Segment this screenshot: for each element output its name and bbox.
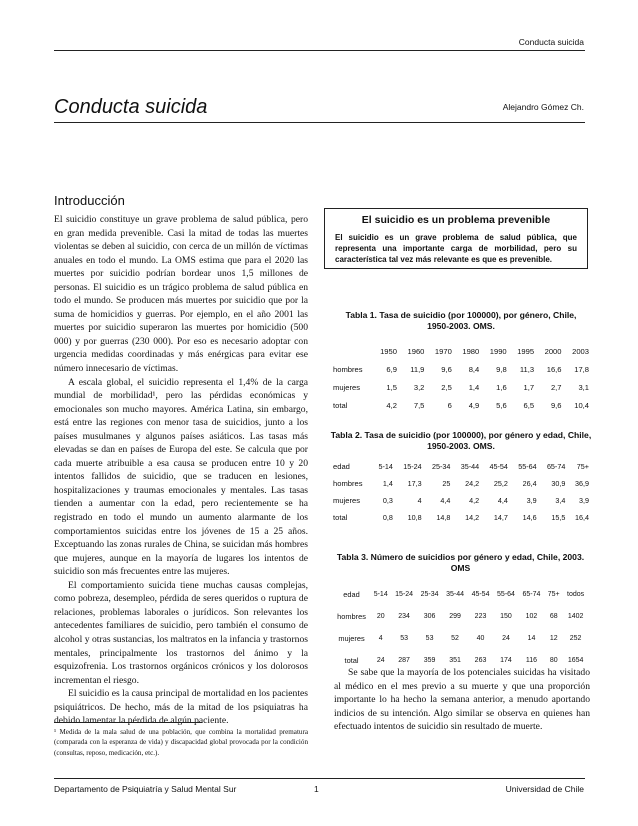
table-cell: 4,2: [469, 496, 480, 505]
table-cell: 10,4: [574, 400, 589, 410]
table-cell: 252: [569, 634, 582, 642]
table-header-cell: 65-74: [546, 462, 566, 471]
table-cell: 359: [423, 656, 436, 664]
table-cell: 68: [549, 612, 558, 620]
table-header-cell: 1950: [380, 346, 397, 356]
table-header-cell: 75+: [576, 462, 589, 471]
table-cell: 53: [425, 634, 434, 642]
table-cell: 16,4: [575, 513, 589, 522]
table-cell: 5,6: [496, 400, 507, 410]
table-cell: 4: [378, 634, 383, 642]
table-cell: 24: [502, 634, 510, 642]
table-header-cell: 1980: [462, 346, 480, 356]
table2-caption: [330, 430, 592, 452]
table-cell: 1,6: [496, 382, 507, 392]
table-cell: 24,2: [465, 479, 480, 488]
table-row: [330, 396, 592, 414]
table-cell: 17,3: [407, 479, 422, 488]
table-cell: 2,7: [550, 382, 562, 392]
table-cell: 6: [447, 400, 452, 410]
table-header-cell: 5-14: [373, 590, 388, 598]
table1-caption-label: Tabla 1.: [345, 310, 377, 320]
table-cell: 53: [400, 634, 408, 642]
table-cell: 3,9: [579, 496, 589, 505]
table-cell: 1,4: [382, 479, 393, 488]
table-row: [330, 475, 592, 492]
table-cell: 3,2: [413, 382, 425, 392]
footer-rule: [54, 778, 585, 779]
table-row: [330, 360, 592, 378]
table-cell: 11,3: [519, 364, 535, 374]
table2-caption-text: Tasa de suicidio (por 100000), por género y edad, Chile, 1950-2003. OMS.: [364, 430, 592, 451]
table-cell: 174: [500, 656, 512, 664]
callout-box: [324, 208, 588, 269]
footer-university: Universidad de Chile: [505, 784, 584, 794]
table-cell: total: [333, 513, 348, 522]
table-cell: 25: [442, 479, 451, 488]
author: Alejandro Gómez Ch.: [502, 102, 584, 112]
table-header-cell: 25-34: [432, 462, 451, 471]
table-header-cell: todos: [567, 590, 585, 598]
table-cell: 14,2: [465, 513, 480, 522]
table-cell: 52: [451, 634, 459, 642]
table-cell: 14,7: [493, 513, 508, 522]
table-cell: 9,8: [496, 364, 507, 374]
table-cell: 3,1: [578, 382, 589, 392]
table-cell: 10,8: [407, 513, 422, 522]
table-cell: 234: [398, 612, 410, 620]
table-cell: 25,2: [493, 479, 508, 488]
table-cell: 80: [549, 656, 558, 664]
table-cell: 1,5: [386, 382, 397, 392]
table-header-cell: edad: [343, 589, 360, 599]
table-cell: 150: [500, 612, 512, 620]
table-row: [330, 378, 592, 396]
table-cell: hombres: [333, 479, 363, 488]
table-cell: 15,5: [551, 513, 566, 522]
table-header-cell: 55-64: [497, 590, 515, 598]
table-header-cell: 15-24: [403, 462, 422, 471]
table-cell: 9,6: [441, 364, 452, 374]
table-cell: 306: [423, 612, 436, 620]
table-header-cell: 45-54: [471, 590, 490, 598]
table-header-cell: 5-14: [378, 462, 393, 471]
table-cell: mujeres: [333, 496, 361, 505]
table-cell: 11,9: [410, 364, 425, 374]
table2-caption-label: Tabla 2.: [330, 430, 363, 440]
table-cell: 287: [398, 656, 410, 664]
table-header-row: [330, 458, 592, 475]
table-cell: 6,5: [523, 400, 535, 410]
table-cell: 263: [474, 656, 487, 664]
table-header-cell: 35-44: [446, 590, 464, 598]
table-row: [330, 492, 592, 509]
table-row: [333, 605, 588, 627]
table-cell: 4: [417, 496, 422, 505]
table-cell: 116: [525, 656, 538, 664]
table-header-row: [330, 342, 592, 360]
table-cell: 2,5: [441, 382, 452, 392]
table-cell: mujeres: [333, 382, 361, 392]
table-cell: 14: [527, 634, 536, 642]
table-cell: 6,9: [386, 364, 397, 374]
table-cell: 8,4: [468, 364, 480, 374]
table-cell: 1,7: [523, 382, 535, 392]
table1-caption: [336, 310, 586, 332]
table-cell: 1654: [567, 656, 584, 664]
table-row: [333, 627, 588, 649]
paragraph-2: A escala global, el suicidio representa el 1,4% de la carga mundial de morbilidad¹, pero las pérdidas económicas y emocionales son mucho mayores. América Latina, sin embargo, está entre las regiones con menor tasa de suicidios, junto a los países musulmanes y algunos países asiáticos. Las tasas más elevadas se dan en países de Europa del este. Se calcula que por cada muerte atribuible a esa causa se producen entre 10 y 20 intentos fallidos de suicidio, que se traducen en lesiones, hospitalizaciones y traumas emocionales y mentales. Las tasas tienden a aumentar con la edad, pero recientemente se ha registrado en todo el mundo un aumento alarmante de los comportamientos suicidas entre los jóvenes de 15 a 25 años. Exceptuando las zonas rurales de China, se suicidan más hombres que mujeres, aunque en la mayoría de lugares los intentos de suicidio son más frecuentes entre las mujeres.: [54, 376, 308, 578]
table-header-cell: 2003: [572, 346, 589, 356]
table-header-cell: 1995: [517, 346, 535, 356]
table3-caption: [333, 552, 588, 574]
right-paragraph: Se sabe que la mayoría de los potenciales suicidas ha visitado al médico en el mes previo a su muerte y que una proporción importante lo ha hecho la semana anterior, a menudo aportando indicios de su intención. Algo similar se observa en quienes han efectuado intentos de suicidio sin resultado de muerte.: [334, 667, 590, 733]
table-cell: 3,9: [526, 496, 537, 505]
table-cell: 4,4: [440, 496, 451, 505]
table-cell: 299: [449, 612, 461, 620]
table-cell: 14,6: [522, 513, 537, 522]
table-cell: 30,9: [551, 479, 566, 488]
table-cell: 351: [449, 656, 461, 664]
table-cell: 12: [549, 634, 558, 642]
paragraph-3: El comportamiento suicida tiene muchas causas complejas, como pobreza, desempleo, pérdida de seres queridos o ruptura de relaciones, problemas laborales o jurídicos. Son relevantes los antecedentes familiares de suicidio, pero también el consumo de alcohol y otras sustancias, los maltratos en la infancia y trastornos mentales, principalmente los trastornos del ánimo y la esquizofrenia. Los trastornos orgánicos crónicos y los dolorosos incrementan el riesgo.: [54, 579, 308, 686]
table-header-cell: 1990: [489, 346, 507, 356]
table3-caption-text: Número de suicidios por género y edad, Chile, 2003. OMS: [370, 552, 585, 573]
table-header-cell: [330, 342, 373, 360]
document-title: Conducta suicida: [54, 96, 208, 118]
table-cell: 36,9: [575, 479, 589, 488]
table-header-cell: 65-74: [522, 590, 541, 598]
section-heading: Introducción: [54, 193, 125, 208]
table-header-cell: 45-54: [489, 462, 508, 471]
table-header-cell: 1970: [434, 346, 452, 356]
table-header-cell: 55-64: [518, 462, 537, 471]
left-column: [54, 213, 308, 728]
table1-caption-text: Tasa de suicidio (por 100000), por género, Chile, 1950-2003. OMS.: [379, 310, 577, 331]
table-cell: 4,4: [497, 496, 508, 505]
table-header-cell: 35-44: [460, 462, 480, 471]
table-cell: hombres: [333, 364, 363, 374]
table-cell: 16,6: [546, 364, 562, 374]
running-header: Conducta suicida: [518, 37, 584, 47]
callout-title: El suicidio es un problema prevenible: [361, 214, 551, 226]
paragraph-4: El suicidio es la causa principal de mortalidad en los pacientes psiquiátricos. De hecho, más de la mitad de los psiquiatras ha debido lamentar la pérdida de algún paciente.: [54, 688, 308, 727]
table3-caption-label: Tabla 3.: [336, 552, 369, 562]
paragraph-1: El suicidio constituye un grave problema de salud pública, pero en gran medida prevenible. Casi la mitad de todas las muertes violentas se deben al suicidio, con cerca de un millón de víctimas anuales en todo el mundo. La OMS estima que para el 2020 las muertes por suicidio podrían bordear unos 1,5 millones de personas. El suicidio es un trágico problema de salud pública en todo el mundo. Se producen más muertes por suicidio que por la suma de homicidios y guerras. Por ejemplo, en el año 2001 las muertes por suicidio superaron las muertes por homicidio (500 000) y por guerras (230 000). Por eso es necesario adoptar con urgencia medidas coordinadas y más enérgicas para evitar ese número innecesario de víctimas.: [54, 214, 308, 375]
header-rule: [54, 50, 585, 51]
table-cell: 223: [474, 612, 487, 620]
table-cell: 24: [376, 656, 385, 664]
table-header-cell: 15-24: [395, 590, 414, 598]
table-cell: mujeres: [338, 633, 365, 643]
table-cell: 0,3: [382, 496, 393, 505]
table3: [333, 583, 588, 671]
table-cell: hombres: [337, 611, 366, 621]
table-cell: 0,8: [382, 513, 393, 522]
table-cell: 4,2: [386, 400, 397, 410]
footnote-rule: [54, 722, 202, 723]
table-cell: 40: [476, 634, 485, 642]
table-cell: 102: [525, 612, 538, 620]
footnote: ¹ Medida de la mala salud de una población, que combina la mortalidad prematura (comparada con la esperanza de vida) y discapacidad global provocada por la condición (consultas, reposo, medicación, etc.).: [54, 728, 308, 757]
table-cell: 4,9: [468, 400, 480, 410]
table-header-cell: 2000: [544, 346, 562, 356]
table-cell: total: [333, 400, 348, 410]
table-header-row: [333, 583, 588, 605]
table-cell: 26,4: [522, 479, 537, 488]
title-rule: [54, 122, 585, 123]
table-cell: 7,5: [413, 400, 425, 410]
table-cell: 20: [376, 612, 385, 620]
table-row: [330, 509, 592, 526]
page-number: 1: [314, 784, 319, 794]
footer-department: Departamento de Psiquiatría y Salud Mental Sur: [54, 784, 237, 794]
table-header-cell: 1960: [407, 346, 425, 356]
table1: [330, 342, 592, 414]
table-cell: 9,6: [550, 400, 562, 410]
table-cell: 14,8: [436, 513, 451, 522]
table-cell: 17,8: [574, 364, 589, 374]
table-cell: 1402: [567, 612, 584, 620]
callout-body: El suicidio es un grave problema de salud pública, que representa una importante carga de morbilidad, pero su característica tal vez más relevante es que es prevenible.: [335, 233, 577, 264]
table2: [330, 458, 592, 526]
table-cell: total: [344, 655, 359, 665]
table-header-cell: edad: [333, 462, 350, 471]
table-header-cell: 75+: [547, 590, 560, 598]
table-header-cell: 25-34: [420, 590, 439, 598]
table-cell: 1,4: [468, 382, 480, 392]
table-cell: 3,4: [555, 496, 566, 505]
